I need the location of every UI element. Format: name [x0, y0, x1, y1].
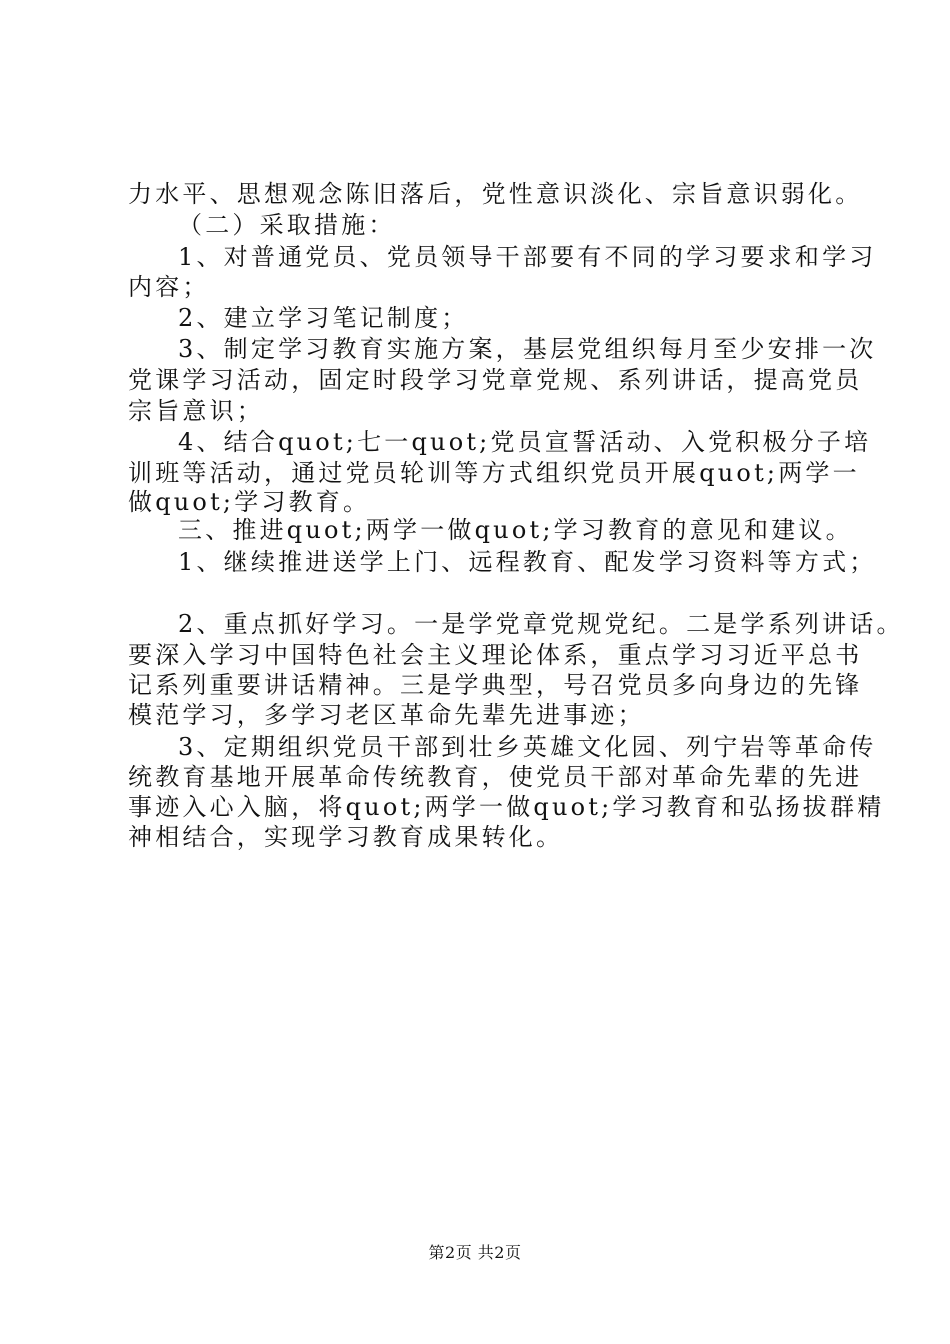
text-line: 神相结合，实现学习教育成果转化。 — [128, 823, 564, 851]
text-line: 3、定期组织党员干部到壮乡英雄文化园、列宁岩等革命传 — [178, 733, 877, 761]
text-line: 模范学习，多学习老区革命先辈先进事迹； — [128, 701, 645, 729]
text-line: 力水平、思想观念陈旧落后，党性意识淡化、宗旨意识弱化。 — [128, 180, 863, 208]
text-line: 做quot;学习教育。 — [128, 488, 371, 516]
text-line: 训班等活动，通过党员轮训等方式组织党员开展quot;两学一 — [128, 459, 860, 487]
text-line: 事迹入心入脑，将quot;两学一做quot;学习教育和弘扬拔群精 — [128, 793, 885, 821]
text-line: 统教育基地开展革命传统教育，使党员干部对革命先辈的先进 — [128, 763, 863, 791]
text-line: 党课学习活动，固定时段学习党章党规、系列讲话，提高党员 — [128, 366, 863, 394]
section-heading: 三、推进quot;两学一做quot;学习教育的意见和建议。 — [178, 516, 853, 544]
text-line: 3、制定学习教育实施方案，基层党组织每月至少安排一次 — [178, 335, 877, 363]
text-line: 内容； — [128, 273, 210, 301]
text-line: 2、建立学习笔记制度； — [178, 304, 469, 332]
text-line: 宗旨意识； — [128, 397, 264, 425]
text-line: 4、结合quot;七一quot;党员宣誓活动、入党积极分子培 — [178, 428, 872, 456]
text-line: 1、对普通党员、党员领导干部要有不同的学习要求和学习 — [178, 243, 877, 271]
section-heading: （二）采取措施： — [178, 211, 396, 239]
text-line: 1、继续推进送学上门、远程教育、配发学习资料等方式； — [178, 548, 877, 576]
page-number-footer: 第2页 共2页 — [428, 1243, 522, 1262]
text-line: 要深入学习中国特色社会主义理论体系，重点学习习近平总书 — [128, 641, 863, 669]
text-line: 2、重点抓好学习。一是学党章党规党纪。二是学系列讲话。 — [178, 610, 904, 638]
text-line: 记系列重要讲话精神。三是学典型，号召党员多向身边的先锋 — [128, 671, 863, 699]
